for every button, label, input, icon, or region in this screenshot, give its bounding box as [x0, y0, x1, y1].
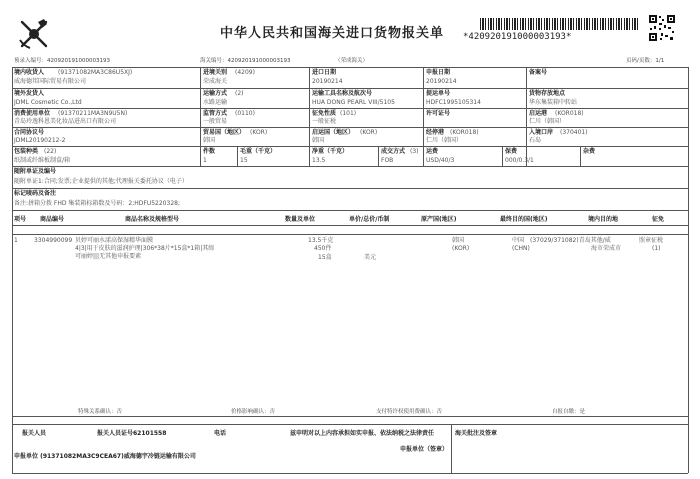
marks-value: 备注:拼箱分拨 FHD 集装箱标箱数及号码：2;HDFU5220328;: [14, 200, 180, 207]
goods-header-code: 商品编号: [40, 216, 65, 223]
goods-row-code: 3304990099: [34, 237, 73, 244]
depart-country-value: 韩国: [312, 137, 325, 144]
goods-row-spec-2: 可丽婷|||无其他申报要素: [75, 253, 142, 260]
docs-value: 随附单证1:合同;发票;企业提供的其他;代理报关委托协议（电子）: [14, 178, 188, 185]
gross-weight-label: 毛重（千克）: [240, 148, 277, 155]
supervision-code: (0110): [235, 110, 255, 117]
consumer-value: 青岛玲逸科恩美化妆品进出口有限公司: [14, 118, 117, 125]
net-weight-value: 13.5: [312, 157, 326, 164]
gross-weight-value: 15: [240, 157, 248, 164]
goods-row-no: 1: [14, 237, 18, 244]
consumer-code: (91370211MA3N9U5N): [58, 110, 128, 117]
package-code: (22): [44, 148, 57, 155]
goods-row-levy: 照章征税: [639, 237, 664, 244]
net-weight-label: 净重（千克）: [312, 148, 349, 155]
customs-number: 海关编号：420920191000003193: [200, 58, 291, 64]
goods-row-domestic-2: 海市荣成市: [591, 245, 622, 252]
customs-office: （荣成海关）: [335, 58, 369, 64]
tax-value: 一般征税: [312, 118, 337, 125]
goods-row-dest-code: (CHN): [512, 245, 530, 252]
goods-row-qty-2: 450件: [314, 245, 332, 252]
marks-label: 标记唛码及备注: [14, 190, 57, 197]
transit-port-label: 经停港: [426, 129, 445, 136]
package-value: 纸制或纤维板制盒/箱: [14, 157, 71, 164]
deal-label: 成交方式: [381, 148, 406, 155]
goods-row-domestic: (37029/371082)青岛其他/威: [530, 237, 611, 244]
pieces-label: 件数: [203, 148, 216, 155]
deal-code: (3): [410, 148, 419, 155]
goods-row-origin-code: (KOR): [452, 245, 470, 252]
tax-code: (101): [340, 110, 357, 117]
special-relationship: 特殊关系确认：否: [78, 409, 123, 415]
shipper-value: JDML Cosmetic Co.,Ltd: [14, 99, 82, 106]
freight-label: 运费: [426, 148, 439, 155]
trade-country-value: 韩国: [203, 137, 216, 144]
bl-label: 提运单号: [426, 90, 451, 97]
goods-row-levy-2: (1): [652, 245, 661, 252]
goods-header-name: 商品名称及规格型号: [125, 216, 180, 223]
unit-seal-label: 申报单位（签章）: [400, 446, 449, 453]
phone-label: 电话: [214, 430, 227, 437]
contract-value: JDML20190212-2: [14, 137, 66, 144]
customs-emblem-logo: [14, 14, 54, 54]
trade-country-code: (KOR): [250, 129, 268, 136]
bl-value: HDFC1995105314: [426, 99, 481, 106]
storage-label: 货物存放地点: [529, 90, 566, 97]
port-code: (4209): [235, 69, 255, 76]
supervision-label: 监管方式: [203, 110, 228, 117]
barcode: [480, 18, 640, 30]
supervision-value: 一般贸易: [203, 118, 228, 125]
goods-header-domestic: 境内目的地: [588, 216, 619, 223]
record-label: 备案号: [529, 69, 548, 76]
origin-port-value: 仁川（韩国）: [529, 118, 566, 125]
depart-country-label: 启运国（地区）: [312, 129, 355, 136]
misc-label: 杂费: [583, 148, 596, 155]
qr-code: [648, 14, 676, 42]
port-label: 进境关别: [203, 69, 228, 76]
entry-port-code: (370401): [560, 129, 588, 136]
deal-value: FOB: [381, 157, 394, 164]
origin-port-code: (KOR018): [555, 110, 584, 117]
storage-value: 华东集装箱中转站: [529, 99, 578, 106]
goods-row-origin: 韩国: [452, 237, 465, 244]
goods-header-dest: 最终目的国(地区): [500, 216, 548, 223]
insurance-value: 000/0.3/1: [505, 157, 534, 164]
consignee-code: (91371082MA3C86U5XJ): [58, 69, 133, 76]
port-value: 荣成海关: [203, 78, 228, 85]
declarer-cert: 报关人员证号62101558: [97, 430, 167, 437]
vehicle-label: 运输工具名称及航次号: [312, 90, 373, 97]
goods-header-price: 单价/总价/币制: [349, 216, 390, 223]
transport-value: 水路运输: [203, 99, 228, 106]
depart-country-code: (KOR): [360, 129, 378, 136]
declarer-label: 报关人员: [22, 430, 47, 437]
barcode-number: *420920191000003193*: [463, 32, 572, 42]
preentry-number: 预录入编号：420920191000003193: [14, 58, 110, 64]
goods-row-name: 贝婷可丽水漾高保湿精华面膜: [75, 237, 154, 244]
declaration-statement: 兹申明对以上内容承担如实申报、依法纳税之法律责任: [290, 430, 435, 437]
shipper-label: 境外发货人: [14, 90, 45, 97]
import-date-value: 20190214: [312, 78, 343, 85]
page-number: 页码/页数：1/1: [626, 58, 665, 64]
package-label: 包装种类: [14, 148, 39, 155]
freight-value: USD/40/3: [426, 157, 455, 164]
entry-port-value: 石岛: [529, 137, 542, 144]
transit-port-code: (KOR018): [450, 129, 479, 136]
customs-remark-label: 海关批注及签章: [455, 430, 498, 437]
trade-country-label: 贸易国（地区）: [203, 129, 246, 136]
transit-port-value: 仁川（韩国）: [426, 137, 463, 144]
vehicle-value: HUA DONG PEARL VIII/5105: [312, 99, 395, 106]
entry-port-label: 入境口岸: [529, 129, 554, 136]
docs-label: 随附单证及编号: [14, 168, 57, 175]
goods-row-dest: 中国: [512, 237, 525, 244]
tax-label: 征免性质: [312, 110, 337, 117]
goods-row-currency: 美元: [364, 254, 377, 261]
goods-header-levy: 征免: [652, 216, 665, 223]
price-influence: 价格影响确认：否: [231, 409, 276, 415]
declaring-unit: 申报单位 (91371082MA3C9CEA67)威海德宇冷链运输有限公司: [14, 453, 196, 460]
transport-code: (2): [235, 90, 244, 97]
consumer-label: 消费使用单位: [14, 110, 51, 117]
import-date-label: 进口日期: [312, 69, 337, 76]
declare-date-label: 申报日期: [426, 69, 451, 76]
goods-row-qty-1: 13.5千克: [308, 237, 334, 244]
consignee-value: 威海德邦国际贸易有限公司: [14, 78, 87, 85]
goods-header-origin: 原产国(地区): [421, 216, 457, 223]
insurance-label: 保费: [505, 148, 518, 155]
self-declare: 自报自缴：是: [552, 409, 586, 415]
declare-date-value: 20190214: [426, 78, 457, 85]
goods-row-qty-3: 15盒: [318, 254, 332, 261]
contract-label: 合同协议号: [14, 129, 45, 136]
transport-label: 运输方式: [203, 90, 228, 97]
royalty-confirm: 支付特许权使用费确认：否: [376, 409, 443, 415]
goods-header-no: 项号: [14, 216, 27, 223]
pieces-value: 1: [203, 157, 207, 164]
goods-row-spec: 4|3|用于皮肤的滋润护理|306*38片*15盒*1箱|其缔: [75, 245, 215, 252]
consignee-label: 境内收货人: [14, 69, 45, 76]
origin-port-label: 启运港: [529, 110, 548, 117]
license-label: 许可证号: [426, 110, 451, 117]
form-title: 中华人民共和国海关进口货物报关单: [220, 26, 445, 41]
goods-header-qty: 数量及单位: [285, 216, 316, 223]
